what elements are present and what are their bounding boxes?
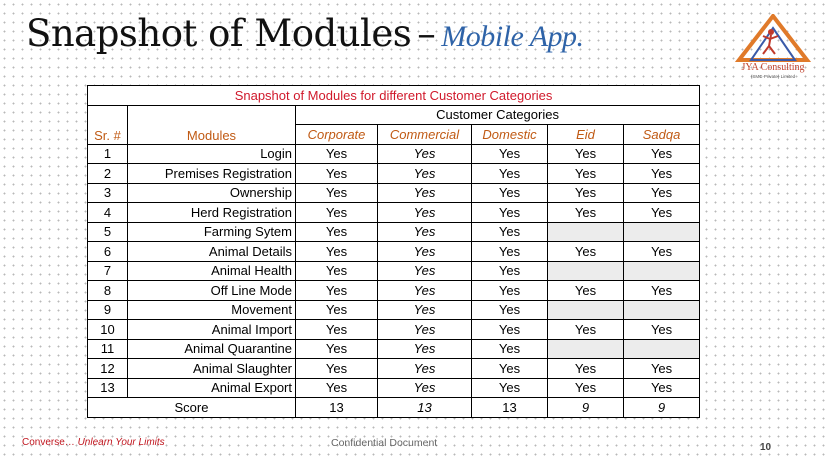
availability-cell: Yes <box>296 378 378 398</box>
availability-cell: Yes <box>472 320 548 340</box>
availability-cell: Yes <box>296 164 378 184</box>
module-name: Ownership <box>128 183 296 203</box>
availability-cell: Yes <box>548 144 624 164</box>
table-row <box>88 359 700 379</box>
module-name: Animal Health <box>128 261 296 281</box>
availability-cell: Yes <box>624 359 700 379</box>
availability-cell: Yes <box>378 378 472 398</box>
availability-cell: Yes <box>378 359 472 379</box>
availability-cell: Yes <box>472 281 548 301</box>
availability-cell: Yes <box>472 261 548 281</box>
row-number: 1 <box>88 144 128 164</box>
availability-cell: Yes <box>378 320 472 340</box>
availability-cell: Yes <box>472 339 548 359</box>
availability-cell: Yes <box>378 339 472 359</box>
availability-cell: Yes <box>624 203 700 223</box>
logo-triangle-icon <box>733 14 813 64</box>
table-title: Snapshot of Modules for different Customer Categories <box>88 86 700 106</box>
company-logo <box>733 14 813 84</box>
availability-cell: Yes <box>378 242 472 262</box>
row-number: 8 <box>88 281 128 301</box>
availability-cell: Yes <box>472 183 548 203</box>
module-name: Login <box>128 144 296 164</box>
page-number: 10 <box>760 442 772 453</box>
availability-cell <box>548 339 624 359</box>
availability-cell: Yes <box>472 359 548 379</box>
footer-tagline-b: Unlearn Your Limits <box>77 437 165 448</box>
availability-cell: Yes <box>296 320 378 340</box>
score-row <box>88 398 700 418</box>
availability-cell: Yes <box>624 144 700 164</box>
module-name: Herd Registration <box>128 203 296 223</box>
category-header: Domestic <box>472 125 548 145</box>
availability-cell: Yes <box>548 183 624 203</box>
category-header: Commercial <box>378 125 472 145</box>
availability-cell: Yes <box>548 164 624 184</box>
module-name: Movement <box>128 300 296 320</box>
availability-cell: Yes <box>472 164 548 184</box>
availability-cell: Yes <box>548 203 624 223</box>
modules-header: Modules <box>128 105 296 144</box>
availability-cell: Yes <box>378 164 472 184</box>
row-number: 13 <box>88 378 128 398</box>
score-label: Score <box>88 398 296 418</box>
availability-cell: Yes <box>624 164 700 184</box>
table-row <box>88 300 700 320</box>
table-row <box>88 378 700 398</box>
table-title-row <box>88 86 700 106</box>
group-header-row <box>88 105 700 125</box>
availability-cell: Yes <box>296 261 378 281</box>
row-number: 11 <box>88 339 128 359</box>
availability-cell: Yes <box>624 281 700 301</box>
availability-cell: Yes <box>378 203 472 223</box>
module-name: Off Line Mode <box>128 281 296 301</box>
module-name: Farming Sytem <box>128 222 296 242</box>
table-row <box>88 222 700 242</box>
footer-tagline <box>22 437 165 448</box>
score-value: 13 <box>472 398 548 418</box>
slide-title <box>26 12 584 55</box>
availability-cell <box>624 222 700 242</box>
availability-cell <box>624 300 700 320</box>
footer-confidential: Confidential Document <box>331 437 438 449</box>
availability-cell: Yes <box>548 378 624 398</box>
availability-cell: Yes <box>296 222 378 242</box>
row-number: 7 <box>88 261 128 281</box>
availability-cell: Yes <box>472 203 548 223</box>
slide-title-dash: – <box>417 12 436 55</box>
row-number: 6 <box>88 242 128 262</box>
module-name: Animal Slaughter <box>128 359 296 379</box>
availability-cell: Yes <box>548 320 624 340</box>
table-row <box>88 281 700 301</box>
table-row <box>88 261 700 281</box>
row-number: 2 <box>88 164 128 184</box>
modules-table <box>87 85 700 418</box>
category-header: Corporate <box>296 125 378 145</box>
availability-cell: Yes <box>624 183 700 203</box>
table-row <box>88 339 700 359</box>
availability-cell: Yes <box>624 242 700 262</box>
table-row <box>88 164 700 184</box>
availability-cell: Yes <box>624 320 700 340</box>
score-value: 13 <box>296 398 378 418</box>
row-number: 9 <box>88 300 128 320</box>
slide-title-sub: Mobile App. <box>441 20 584 53</box>
availability-cell: Yes <box>296 242 378 262</box>
category-header: Eid <box>548 125 624 145</box>
category-header: Sadqa <box>624 125 700 145</box>
score-value: 9 <box>548 398 624 418</box>
availability-cell <box>548 300 624 320</box>
customer-categories-header: Customer Categories <box>296 105 700 125</box>
availability-cell: Yes <box>378 281 472 301</box>
availability-cell: Yes <box>548 242 624 262</box>
table-row <box>88 242 700 262</box>
table-row <box>88 320 700 340</box>
availability-cell: Yes <box>378 261 472 281</box>
availability-cell: Yes <box>296 300 378 320</box>
availability-cell: Yes <box>472 300 548 320</box>
row-number: 3 <box>88 183 128 203</box>
table-row <box>88 183 700 203</box>
module-name: Animal Quarantine <box>128 339 296 359</box>
row-number: 12 <box>88 359 128 379</box>
sr-header: Sr. # <box>88 105 128 144</box>
footer-tagline-a: Converse… <box>22 437 78 448</box>
availability-cell: Yes <box>378 222 472 242</box>
module-name: Animal Import <box>128 320 296 340</box>
availability-cell: Yes <box>296 144 378 164</box>
row-number: 10 <box>88 320 128 340</box>
module-name: Animal Export <box>128 378 296 398</box>
logo-name: JYA Consulting <box>741 62 805 73</box>
availability-cell: Yes <box>378 183 472 203</box>
availability-cell: Yes <box>378 300 472 320</box>
availability-cell: Yes <box>472 222 548 242</box>
availability-cell: Yes <box>296 359 378 379</box>
availability-cell: Yes <box>296 339 378 359</box>
availability-cell: Yes <box>624 378 700 398</box>
module-name: Animal Details <box>128 242 296 262</box>
availability-cell <box>548 222 624 242</box>
availability-cell: Yes <box>472 378 548 398</box>
availability-cell: Yes <box>472 242 548 262</box>
availability-cell: Yes <box>296 183 378 203</box>
table-row <box>88 203 700 223</box>
availability-cell: Yes <box>548 281 624 301</box>
availability-cell: Yes <box>472 144 548 164</box>
availability-cell: Yes <box>378 144 472 164</box>
row-number: 4 <box>88 203 128 223</box>
availability-cell: Yes <box>296 281 378 301</box>
table-row <box>88 144 700 164</box>
module-name: Premises Registration <box>128 164 296 184</box>
score-value: 9 <box>624 398 700 418</box>
slide-title-main: Snapshot of Modules <box>26 12 412 55</box>
logo-tagline: (SMC-Private) Limited <box>750 74 796 79</box>
availability-cell: Yes <box>296 203 378 223</box>
availability-cell <box>624 261 700 281</box>
score-value: 13 <box>378 398 472 418</box>
availability-cell: Yes <box>548 359 624 379</box>
row-number: 5 <box>88 222 128 242</box>
availability-cell <box>624 339 700 359</box>
availability-cell <box>548 261 624 281</box>
